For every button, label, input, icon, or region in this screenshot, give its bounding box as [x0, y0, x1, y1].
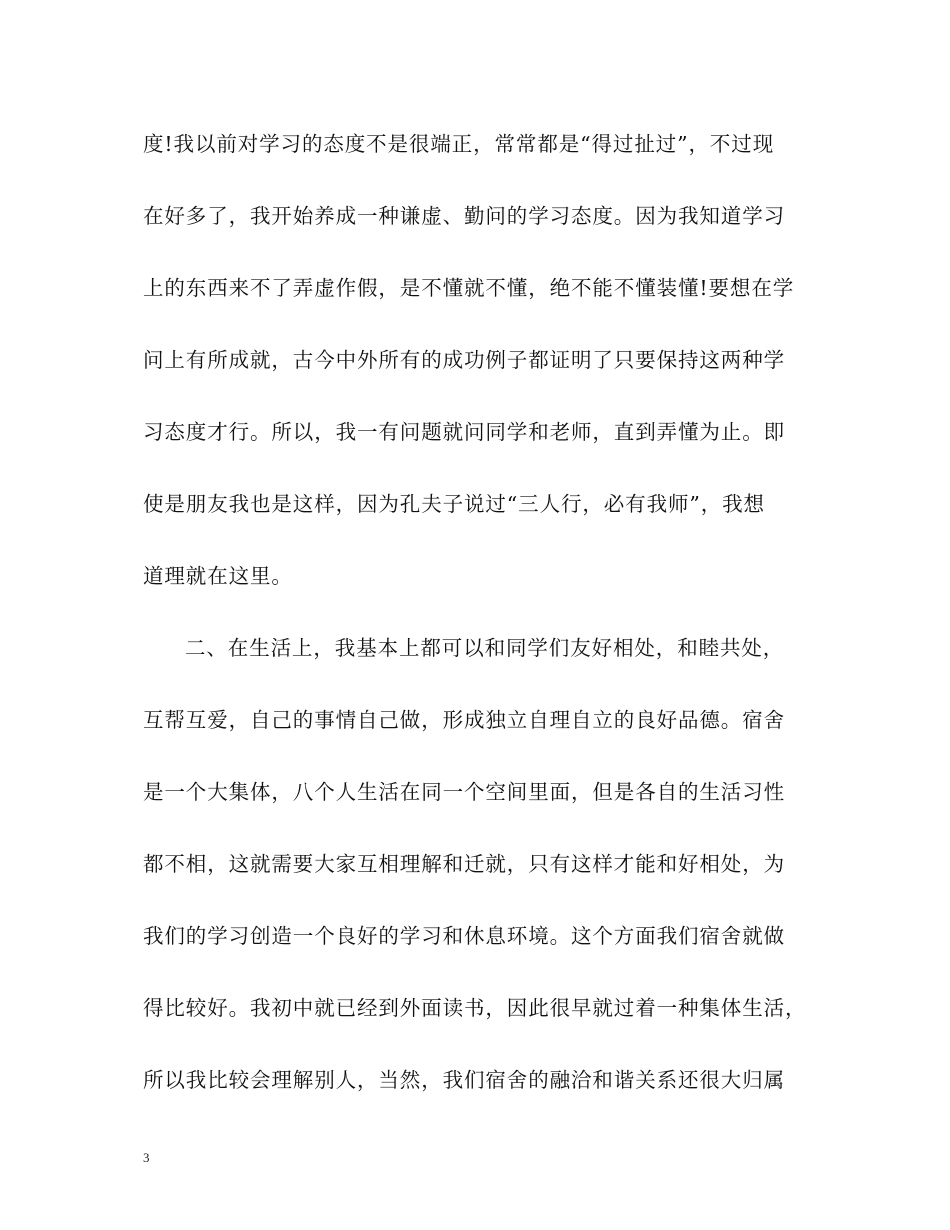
- text-line: 习态度才行。所以，我一有问题就问同学和老师，直到弄懂为止。即: [143, 420, 785, 444]
- text-line: 是一个大集体，八个人生活在同一个空间里面，但是各自的生活习性: [143, 780, 785, 804]
- text-line: 度!我以前对学习的态度不是很端正，常常都是“得过扯过”，不过现: [143, 132, 775, 156]
- text-line: 问上有所成就，古今中外所有的成功例子都证明了只要保持这两种学: [143, 348, 785, 372]
- paragraph-start-line: 二、在生活上，我基本上都可以和同学们友好相处，和睦共处，: [185, 636, 785, 660]
- text-line: 在好多了，我开始养成一种谦虚、勤问的学习态度。因为我知道学习: [143, 204, 785, 228]
- text-line: 上的东西来不了弄虚作假，是不懂就不懂，绝不能不懂装懂!要想在学: [143, 276, 795, 300]
- text-line: 使是朋友我也是这样，因为孔夫子说过“三人行，必有我师”，我想: [143, 492, 765, 516]
- text-line: 得比较好。我初中就已经到外面读书，因此很早就过着一种集体生活，: [143, 996, 807, 1020]
- text-line: 我们的学习创造一个良好的学习和休息环境。这个方面我们宿舍就做: [143, 924, 785, 948]
- text-line: 互帮互爱，自己的事情自己做，形成独立自理自立的良好品德。宿舍: [143, 708, 785, 732]
- text-line: 都不相，这就需要大家互相理解和迁就，只有这样才能和好相处，为: [143, 852, 785, 876]
- body-text: [143, 118, 813, 1126]
- page-number: 3: [143, 1150, 150, 1165]
- text-line: 所以我比较会理解别人，当然，我们宿舍的融洽和谐关系还很大归属: [143, 1068, 785, 1092]
- text-line: 道理就在这里。: [143, 564, 293, 588]
